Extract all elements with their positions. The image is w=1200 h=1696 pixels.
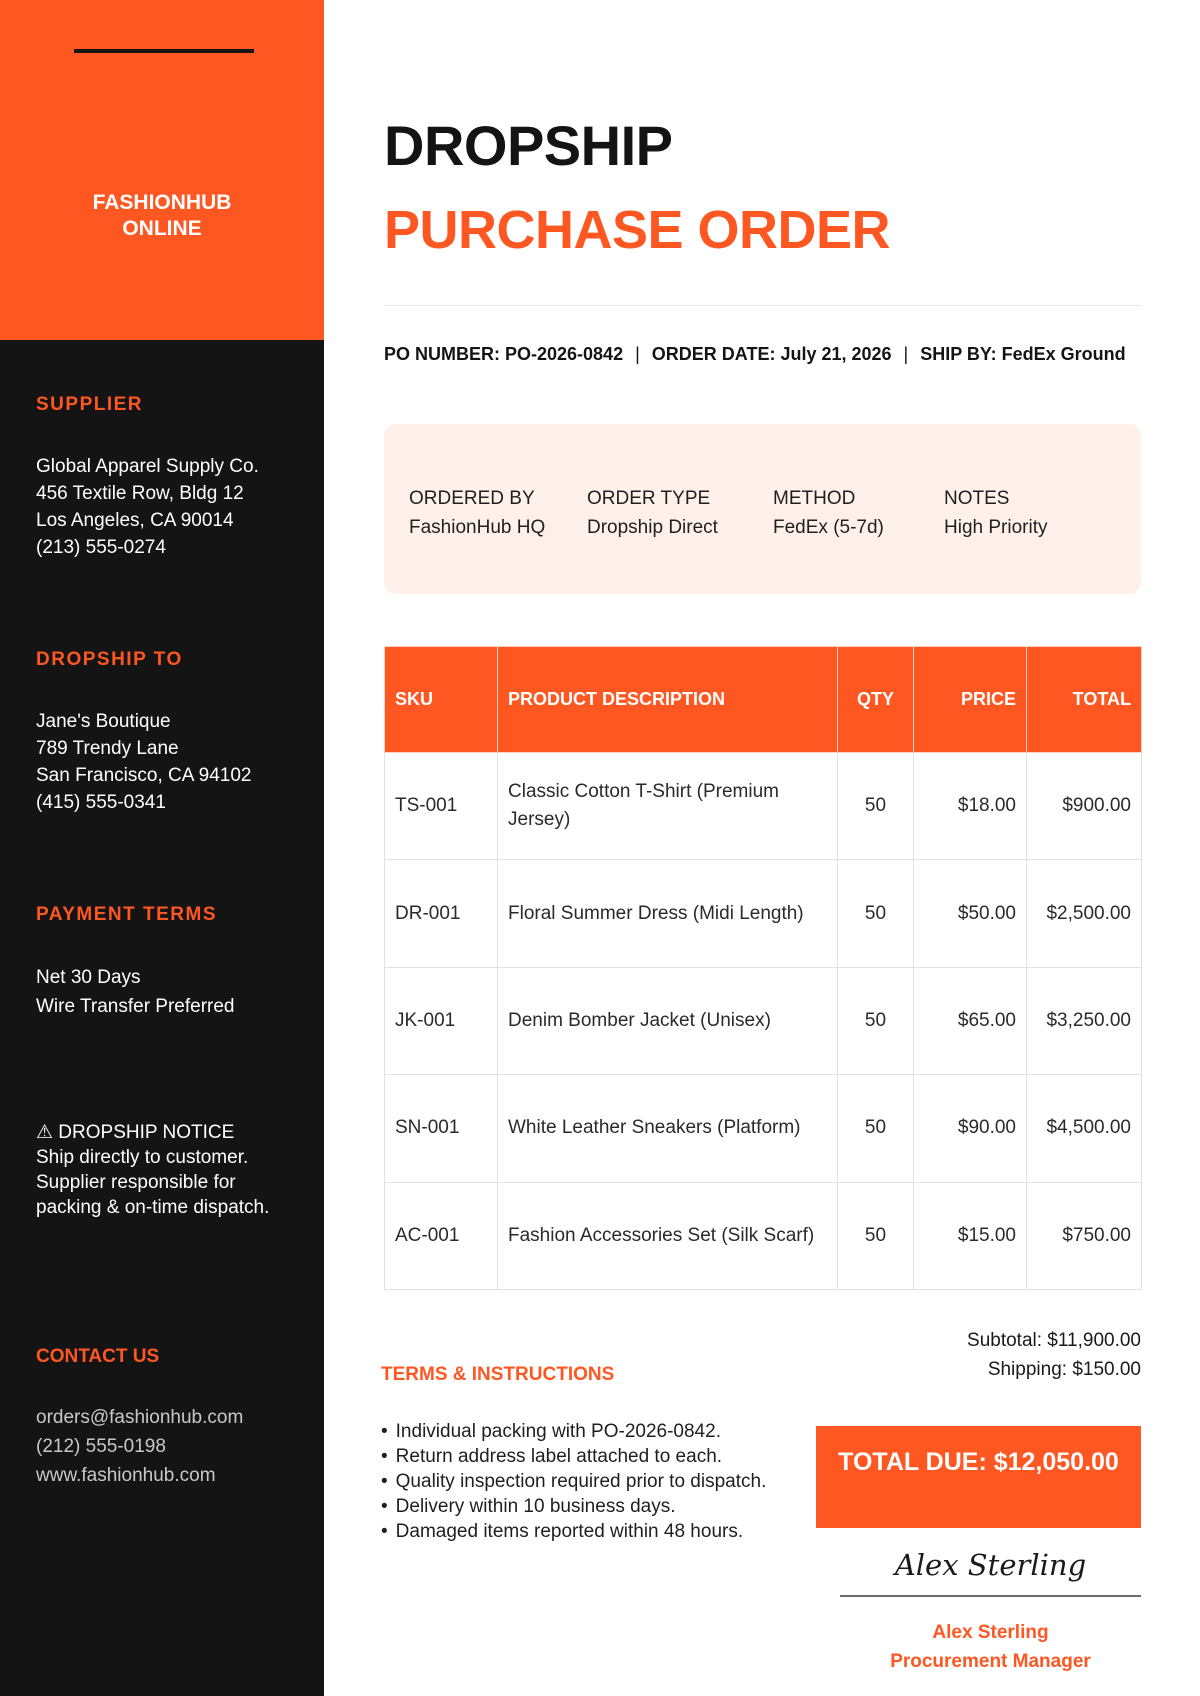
notice-line: Ship directly to customer. (36, 1147, 249, 1168)
dropship-notice (36, 1120, 269, 1220)
order-date: ORDER DATE: July 21, 2026 (651, 344, 892, 364)
cell-sku: SN-001 (385, 1075, 498, 1182)
subtotal: Subtotal: $11,900.00 (967, 1330, 1141, 1351)
supplier-heading: SUPPLIER (36, 394, 144, 415)
dropship-to-address (36, 708, 251, 816)
brand-name (0, 190, 324, 242)
signer-name: Alex Sterling (932, 1622, 1049, 1643)
payment-terms-heading: PAYMENT TERMS (36, 904, 218, 925)
signature-line (840, 1595, 1141, 1597)
info-label: NOTES (944, 488, 1010, 509)
info-value: FashionHub HQ (409, 517, 546, 538)
meta-separator: | (635, 344, 640, 364)
col-header-price: PRICE (914, 647, 1027, 753)
payment-terms (36, 963, 235, 1021)
title-dropship: DROPSHIP (384, 114, 673, 177)
info-label: METHOD (773, 488, 856, 509)
cell-total: $4,500.00 (1027, 1075, 1142, 1182)
total-due: TOTAL DUE: $12,050.00 (838, 1448, 1119, 1476)
info-notes (944, 484, 1047, 542)
info-value: FedEx (5-7d) (773, 517, 884, 538)
cell-price: $18.00 (914, 753, 1027, 860)
dropship-to-line: Jane's Boutique (36, 711, 171, 732)
cell-description: Fashion Accessories Set (Silk Scarf) (498, 1182, 838, 1289)
col-header-description: PRODUCT DESCRIPTION (498, 647, 838, 753)
title-purchase-order: PURCHASE ORDER (384, 200, 891, 260)
meta-separator: | (903, 344, 909, 364)
contact-heading: CONTACT US (36, 1346, 160, 1367)
order-info-box (384, 424, 1141, 594)
dropship-to-line: 789 Trendy Lane (36, 738, 179, 759)
payment-terms-line: Wire Transfer Preferred (36, 996, 235, 1017)
contact-phone[interactable]: (212) 555-0198 (36, 1436, 166, 1457)
table-row (385, 860, 1142, 967)
col-header-sku: SKU (385, 647, 498, 753)
cell-price: $65.00 (914, 967, 1027, 1074)
cell-qty: 50 (838, 1182, 914, 1289)
cell-price: $50.00 (914, 860, 1027, 967)
dropship-to-heading: DROPSHIP TO (36, 649, 183, 670)
title-divider (384, 305, 1141, 306)
cell-sku: AC-001 (385, 1182, 498, 1289)
cell-sku: TS-001 (385, 753, 498, 860)
supplier-line: (213) 555-0274 (36, 537, 166, 558)
cell-total: $2,500.00 (1027, 860, 1142, 967)
info-value: Dropship Direct (587, 517, 718, 538)
notice-title: ⚠ DROPSHIP NOTICE (36, 1122, 235, 1143)
notice-line: packing & on-time dispatch. (36, 1197, 270, 1218)
supplier-address (36, 453, 259, 561)
payment-terms-line: Net 30 Days (36, 967, 141, 988)
brand-name-line: ONLINE (122, 217, 202, 240)
supplier-line: 456 Textile Row, Bldg 12 (36, 483, 244, 504)
cell-total: $900.00 (1027, 753, 1142, 860)
contact-email[interactable]: orders@fashionhub.com (36, 1407, 244, 1428)
cell-description: Classic Cotton T-Shirt (Premium Jersey) (498, 753, 838, 860)
terms-item: • Individual packing with PO-2026-0842. (381, 1419, 766, 1444)
brand-bar (74, 49, 254, 53)
cell-sku: JK-001 (385, 967, 498, 1074)
info-ordered-by (409, 484, 545, 542)
cell-qty: 50 (838, 860, 914, 967)
dropship-to-line: (415) 555-0341 (36, 792, 166, 813)
subtotals (967, 1326, 1141, 1384)
cell-qty: 50 (838, 1075, 914, 1182)
cell-description: Floral Summer Dress (Midi Length) (498, 860, 838, 967)
brand-block (0, 0, 324, 340)
cell-qty: 50 (838, 967, 914, 1074)
line-items-table (384, 646, 1142, 1290)
signer-block (840, 1618, 1141, 1676)
signature: Alex Sterling (894, 1548, 1087, 1582)
signer-role: Procurement Manager (890, 1651, 1091, 1672)
terms-list (381, 1419, 766, 1544)
brand-name-line: FASHIONHUB (92, 191, 232, 214)
col-header-total: TOTAL (1027, 647, 1142, 753)
table-row (385, 753, 1142, 860)
supplier-line: Global Apparel Supply Co. (36, 456, 259, 477)
cell-description: White Leather Sneakers (Platform) (498, 1075, 838, 1182)
info-value: High Priority (944, 517, 1048, 538)
contact-website[interactable]: www.fashionhub.com (36, 1465, 216, 1486)
terms-item: • Delivery within 10 business days. (381, 1494, 766, 1519)
table-header-row (385, 647, 1142, 753)
sidebar (0, 0, 324, 1696)
table-row (385, 967, 1142, 1074)
cell-description: Denim Bomber Jacket (Unisex) (498, 967, 838, 1074)
info-method (773, 484, 884, 542)
terms-item: • Quality inspection required prior to dispatch. (381, 1469, 766, 1494)
terms-heading: TERMS & INSTRUCTIONS (381, 1364, 615, 1385)
info-label: ORDER TYPE (587, 488, 711, 509)
info-label: ORDERED BY (409, 488, 535, 509)
dropship-to-line: San Francisco, CA 94102 (36, 765, 252, 786)
total-due-box (816, 1426, 1141, 1528)
cell-total: $750.00 (1027, 1182, 1142, 1289)
order-meta (384, 340, 1141, 369)
notice-line: Supplier responsible for (36, 1172, 236, 1193)
table-row (385, 1182, 1142, 1289)
terms-item: • Damaged items reported within 48 hours. (381, 1519, 766, 1544)
contact-info (36, 1403, 243, 1490)
cell-price: $90.00 (914, 1075, 1027, 1182)
ship-by: SHIP BY: FedEx Ground (920, 344, 1126, 364)
cell-sku: DR-001 (385, 860, 498, 967)
cell-total: $3,250.00 (1027, 967, 1142, 1074)
supplier-line: Los Angeles, CA 90014 (36, 510, 234, 531)
cell-qty: 50 (838, 753, 914, 860)
po-number: PO NUMBER: PO-2026-0842 (384, 344, 624, 364)
shipping-cost: Shipping: $150.00 (987, 1359, 1141, 1380)
col-header-qty: QTY (838, 647, 914, 753)
terms-item: • Return address label attached to each. (381, 1444, 766, 1469)
info-order-type (587, 484, 718, 542)
cell-price: $15.00 (914, 1182, 1027, 1289)
table-row (385, 1075, 1142, 1182)
